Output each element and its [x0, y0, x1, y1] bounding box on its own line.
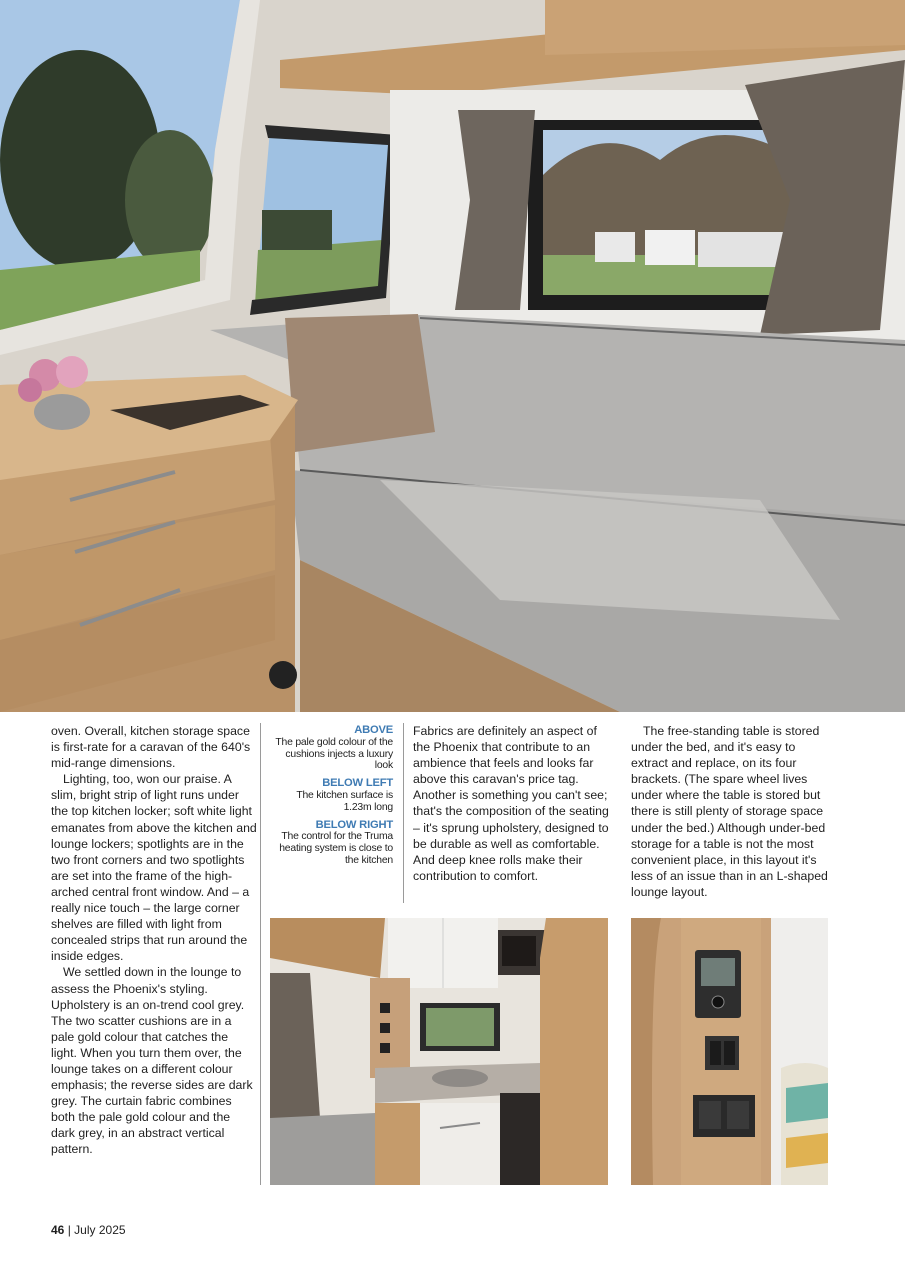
caption-text: The pale gold colour of the cushions injects a luxury look [275, 736, 393, 772]
caption-text: The kitchen surface is 1.23m long [296, 789, 393, 813]
caption-head: ABOVE [354, 724, 393, 736]
article-column-1 [51, 723, 257, 1158]
paragraph: oven. Overall, kitchen storage space is first-rate for a caravan of the 640's mid-range dimensions. [51, 724, 251, 771]
column-divider [403, 723, 404, 903]
article-column-3 [413, 723, 609, 884]
column-divider [260, 723, 261, 1185]
truma-control-photo [631, 918, 828, 1185]
footer-separator: | [67, 1223, 71, 1237]
caption-head: BELOW LEFT [322, 777, 393, 790]
issue-date: July 2025 [74, 1223, 126, 1237]
page-number: 46 [51, 1223, 65, 1237]
caption-head: BELOW RIGHT [315, 818, 393, 831]
caption-text: The control for the Truma heating system is close to the kitchen [279, 831, 393, 866]
paragraph: The free-standing table is stored under the bed, and it's easy to extract and replace, on its four brackets. (The spare wheel lives under where the table is stored but there is still plenty of storage space under the bed.) Although under-bed storage for a table is not the most convenient place, in this layout it's less of an issue than in an L-shaped lounge layout. [631, 724, 828, 899]
kitchen-photo [270, 918, 608, 1185]
paragraph: We settled down in the lounge to assess the Phoenix's styling. Upholstery is an on-trend cool grey. The two scatter cushions are in a pale gold colour that catches the light. When you turn them over, the lounge takes on a different colour emphasis; the reverse sides are dark grey. The curtain fabric combines both the pale gold colour and the dark grey, in an abstract vertical pattern. [51, 965, 253, 1157]
paragraph: Fabrics are definitely an aspect of the Phoenix that contribute to an ambience that feels and looks far above this caravan's price tag. Another is something you can't see; that's the composition of the seating – it's sprung upholstery, designed to be durable as well as comfortable. And deep knee rolls make their contribution to comfort. [413, 724, 609, 883]
article-column-4 [631, 723, 829, 900]
paragraph: Lighting, too, won our praise. A slim, bright strip of light runs under the top kitchen locker; soft white light emanates from above the kitchen and lounge lockers; spotlights are in the two front corners and two spotlights are set into the frame of the high-arched central front window. And – a really nice touch – the large corner shelves are filled with light from concealed strips that run around the inside edges. [51, 772, 257, 964]
page-footer [51, 1223, 126, 1237]
photo-captions [271, 725, 393, 867]
